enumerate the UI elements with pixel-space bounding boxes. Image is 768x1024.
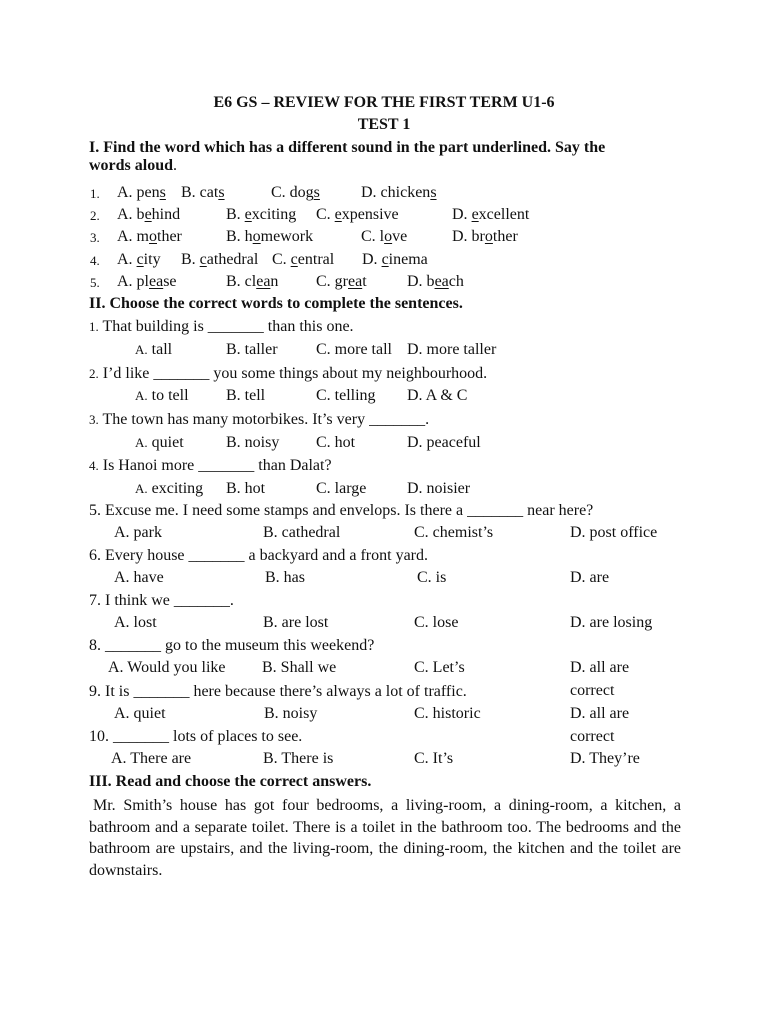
question-8-stem: 8. _______ go to the museum this weekend? [89, 637, 375, 654]
option-b: B. hot [226, 480, 266, 497]
option-c: C. Let’s [414, 659, 465, 676]
question-7-stem: 7. I think we _______. [89, 592, 234, 609]
option-c: C. central [272, 251, 335, 268]
option-d: D. They’re [570, 750, 640, 767]
option-a: A. quiet [114, 705, 166, 722]
option-c: C. love [361, 228, 408, 245]
option-d: D. are losing [570, 614, 653, 631]
option-a: A. quiet [135, 434, 184, 451]
question-10-stem: 10. _______ lots of places to see. [89, 728, 303, 745]
option-c: C. lose [414, 614, 459, 631]
option-b: B. There is [263, 750, 334, 767]
page-title: E6 GS – REVIEW FOR THE FIRST TERM U1-6 [213, 94, 555, 111]
option-c: C. more tall [316, 341, 392, 358]
option-c: C. is [417, 569, 447, 586]
option-a: A. park [114, 524, 162, 541]
question-8-option-d-continued: correct [570, 682, 615, 699]
question-1-stem: 1. That building is _______ than this one. [89, 318, 354, 335]
option-d: D. beach [407, 273, 464, 290]
section-1-heading-line1: I. Find the word which has a different sound in the part underlined. Say the [89, 139, 606, 156]
option-a: A. There are [111, 750, 192, 767]
option-b: B. cathedral [181, 251, 259, 268]
option-a: A. exciting [135, 480, 204, 497]
option-b: B. homework [226, 228, 314, 245]
option-d: D. all are [570, 705, 630, 722]
option-a: A. pens [117, 184, 166, 201]
question-9-option-d-continued: correct [570, 728, 615, 745]
option-b: B. noisy [226, 434, 280, 451]
option-b: B. noisy [264, 705, 318, 722]
option-d: D. noisier [407, 480, 471, 497]
option-b: B. exciting [226, 206, 297, 223]
section-1-heading-line2: words aloud. [89, 157, 178, 174]
question-9-stem: 9. It is _______ here because there’s always a lot of traffic. [89, 683, 467, 700]
option-b: B. cathedral [263, 524, 341, 541]
section-3-heading: III. Read and choose the correct answers. [89, 773, 372, 790]
option-a: A. lost [114, 614, 157, 631]
option-d: D. excellent [452, 206, 530, 223]
option-b: B. clean [226, 273, 279, 290]
section-1-heading [89, 139, 605, 175]
option-b: B. Shall we [262, 659, 337, 676]
option-b: B. are lost [263, 614, 329, 631]
option-b: B. taller [226, 341, 278, 358]
option-d: D. post office [570, 524, 658, 541]
option-a: A. Would you like [108, 659, 226, 676]
option-c: C. historic [414, 705, 481, 722]
option-c: C. dogs [271, 184, 320, 201]
question-5-stem: 5. Excuse me. I need some stamps and envelops. Is there a _______ near here? [89, 502, 594, 519]
option-c: C. chemist’s [414, 524, 494, 541]
option-d: D. all are [570, 659, 630, 676]
option-d: D. are [570, 569, 610, 586]
question-2-stem: 2. I’d like _______ you some things about my neighbourhood. [89, 365, 488, 382]
question-3-stem: 3. The town has many motorbikes. It’s very _______. [89, 411, 430, 428]
option-a: A. city [117, 251, 161, 268]
option-c: C. telling [316, 387, 376, 404]
option-a: A. behind [117, 206, 181, 223]
option-d: D. cinema [362, 251, 428, 268]
option-d: D. brother [452, 228, 518, 245]
section-2-heading: II. Choose the correct words to complete the sentences. [89, 295, 463, 312]
option-d: D. chickens [361, 184, 437, 201]
option-d: D. peaceful [407, 434, 481, 451]
option-a: A. please [117, 273, 177, 290]
option-a: A. tall [135, 341, 173, 358]
option-c: C. large [316, 480, 367, 497]
option-a: A. have [114, 569, 164, 586]
option-c: C. hot [316, 434, 356, 451]
worksheet-page: E6 GS – REVIEW FOR THE FIRST TERM U1-6 TEST 1 I. Find the word which has a different sound in the part underlined. Say the words aloud. 1. A. pens B. cats C. dogs D. chickens 2. A. behind B. exciting C. expensive D. excellent 3. A. mother B. homework C. love D. brother 4. A. city B. cathedral C. central D. cinema 5. A. please B. clean C. great D. beach II. Choose the correct words to complete the sentences. 1. That building is _______ than this one. A. tall B. taller C. more tall D. more taller 2. I’d like _______ you some things about my neighbourhood. A. to tell B. tell C. telling D. A & C 3. The town has many motorbikes. It’s very _______. A. quiet B. noisy C. hot D. peaceful 4. Is Hanoi more _______ than Dalat? A. exciting B. hot C. large D. noisier 5. Excuse me. I need some stamps and envelops. Is there a _______ near here? A. park B. cathedral C. chemist’s D. post office 6. Every house _______ a backyard and a front yard. A. have B. has C. is D. are 7. I think we _______. A. lost B. are lost C. lose D. are losing 8. _______ go to the museum this weekend? A. Would you like B. Shall we C. Let’s D. all are 9. It is _______ here because there’s always a lot of traffic. correct A. quiet B. noisy C. historic D. all are 10. _______ lots of places to see. correct A. There are B. There is C. It’s D. They’re III. Read and choose the correct answers. Mr. Smith’s house has got four bedrooms, a living-room, a dining-room, a kitchen, a bathroom and a separate toilet. There is a toilet in the bathroom too. The bedrooms and the bathroom are upstairs, and the living-room, the dining-room, the kitchen and the toilet are downstairs. [0, 0, 768, 1024]
option-b: B. has [265, 569, 305, 586]
option-c: C. great [316, 273, 367, 290]
page-subtitle: TEST 1 [357, 116, 411, 133]
option-d: D. more taller [407, 341, 497, 358]
option-a: A. mother [117, 228, 182, 245]
option-b: B. tell [226, 387, 266, 404]
option-c: C. It’s [414, 750, 454, 767]
option-a: A. to tell [135, 387, 189, 404]
option-b: B. cats [181, 184, 225, 201]
option-d: D. A & C [407, 387, 468, 404]
reading-passage: Mr. Smith’s house has got four bedrooms, a living-room, a dining-room, a kitchen, a bathroom and a separate toilet. There is a toilet in the bathroom too. The bedrooms and the bathroom are upstairs, and the living-room, the dining-room, the kitchen and the toilet are downstairs. [89, 797, 681, 879]
question-6-stem: 6. Every house _______ a backyard and a front yard. [89, 547, 428, 564]
option-c: C. expensive [316, 206, 399, 223]
question-4-stem: 4. Is Hanoi more _______ than Dalat? [89, 457, 332, 474]
